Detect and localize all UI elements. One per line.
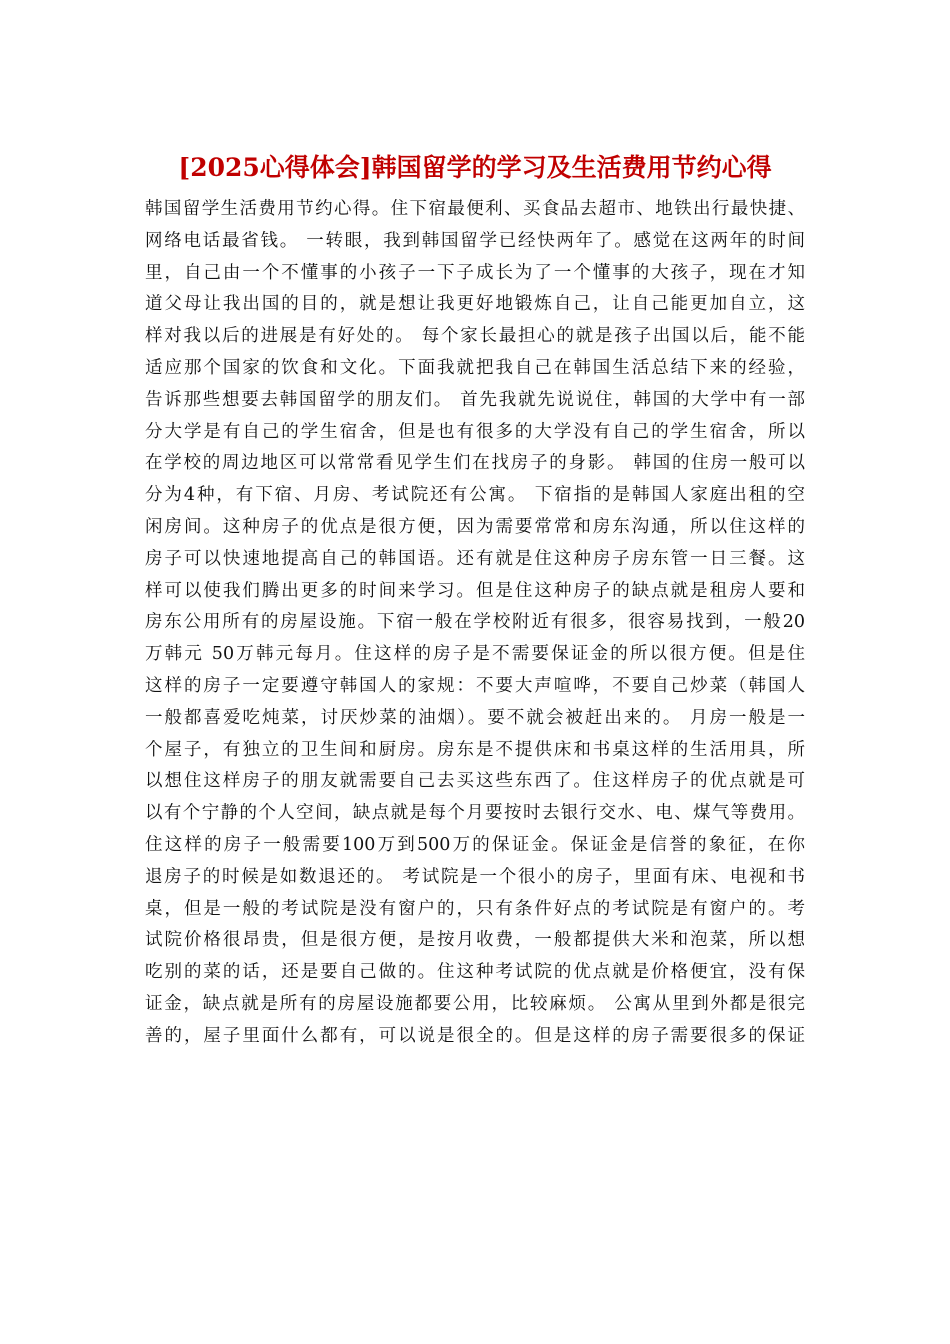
paragraph-line: 万韩元 50万韩元每月。住这样的房子是不需要保证金的所以很方便。但是住: [145, 644, 805, 665]
paragraph-line: 吃别的菜的话，还是要自己做的。住这种考试院的优点就是价格便宜，没有保: [145, 962, 805, 983]
paragraph-line: 分为4种，有下宿、月房、考试院还有公寓。 下宿指的是韩国人家庭出租的空: [145, 485, 805, 506]
paragraph-line: 告诉那些想要去韩国留学的朋友们。 首先我就先说说住，韩国的大学中有一部: [145, 389, 805, 410]
paragraph-line: 韩国留学生活费用节约心得。住下宿最便利、买食品去超市、地铁出行最快捷、: [145, 199, 805, 219]
paragraph-line: 闲房间。这种房子的优点是很方便，因为需要常常和房东沟通，所以住这样的: [145, 516, 805, 537]
paragraph-line: 分大学是有自己的学生宿舍，但是也有很多的大学没有自己的学生宿舍，所以: [145, 421, 805, 442]
paragraph-line: 以想住这样房子的朋友就需要自己去买这些东西了。住这样房子的优点就是可: [145, 771, 805, 792]
document-title: [2025心得体会]韩国留学的学习及生活费用节约心得: [178, 153, 772, 182]
paragraph-line: 这样的房子一定要遵守韩国人的家规：不要大声喧哗，不要自己炒菜（韩国人: [145, 675, 805, 696]
paragraph-line: 退房子的时候是如数退还的。 考试院是一个很小的房子，里面有床、电视和书: [145, 866, 805, 887]
paragraph-line: 试院价格很昂贵，但是很方便，是按月收费，一般都提供大米和泡菜，所以想: [145, 930, 805, 951]
paragraph-line: 房东公用所有的房屋设施。下宿一般在学校附近有很多，很容易找到，一般20: [145, 612, 805, 633]
paragraph-line: 样可以使我们腾出更多的时间来学习。但是住这种房子的缺点就是租房人要和: [145, 580, 805, 601]
paragraph-line: 证金，缺点就是所有的房屋设施都要公用，比较麻烦。 公寓从里到外都是很完: [145, 993, 805, 1014]
document-body: [145, 194, 805, 1053]
paragraph-line: 适应那个国家的饮食和文化。下面我就把我自己在韩国生活总结下来的经验，: [145, 357, 805, 378]
paragraph-line: 房子可以快速地提高自己的韩国语。还有就是住这种房子房东管一日三餐。这: [145, 548, 805, 569]
paragraph-line: 网络电话最省钱。 一转眼，我到韩国留学已经快两年了。感觉在这两年的时间: [145, 230, 805, 251]
paragraph-line: 在学校的周边地区可以常常看见学生们在找房子的身影。 韩国的住房一般可以: [145, 453, 805, 474]
paragraph-line: 以有个宁静的个人空间，缺点就是每个月要按时去银行交水、电、煤气等费用。: [145, 803, 805, 824]
paragraph-line: 桌，但是一般的考试院是没有窗户的，只有条件好点的考试院是有窗户的。考: [145, 898, 805, 919]
paragraph-line: 道父母让我出国的目的，就是想让我更好地锻炼自己，让自己能更加自立，这: [145, 294, 805, 315]
paragraph-line: 住这样的房子一般需要100万到500万的保证金。保证金是信誉的象征，在你: [145, 834, 805, 855]
paragraph-line: 样对我以后的进展是有好处的。 每个家长最担心的就是孩子出国以后，能不能: [145, 326, 805, 347]
paragraph-line: 个屋子，有独立的卫生间和厨房。房东是不提供床和书桌这样的生活用具，所: [145, 739, 805, 760]
paragraph-line: 一般都喜爱吃炖菜，讨厌炒菜的油烟）。要不就会被赶出来的。 月房一般是一: [145, 707, 805, 728]
paragraph-line: 里，自己由一个不懂事的小孩子一下子成长为了一个懂事的大孩子，现在才知: [145, 262, 805, 283]
paragraph-line: 善的，屋子里面什么都有，可以说是很全的。但是这样的房子需要很多的保证: [145, 1025, 805, 1046]
